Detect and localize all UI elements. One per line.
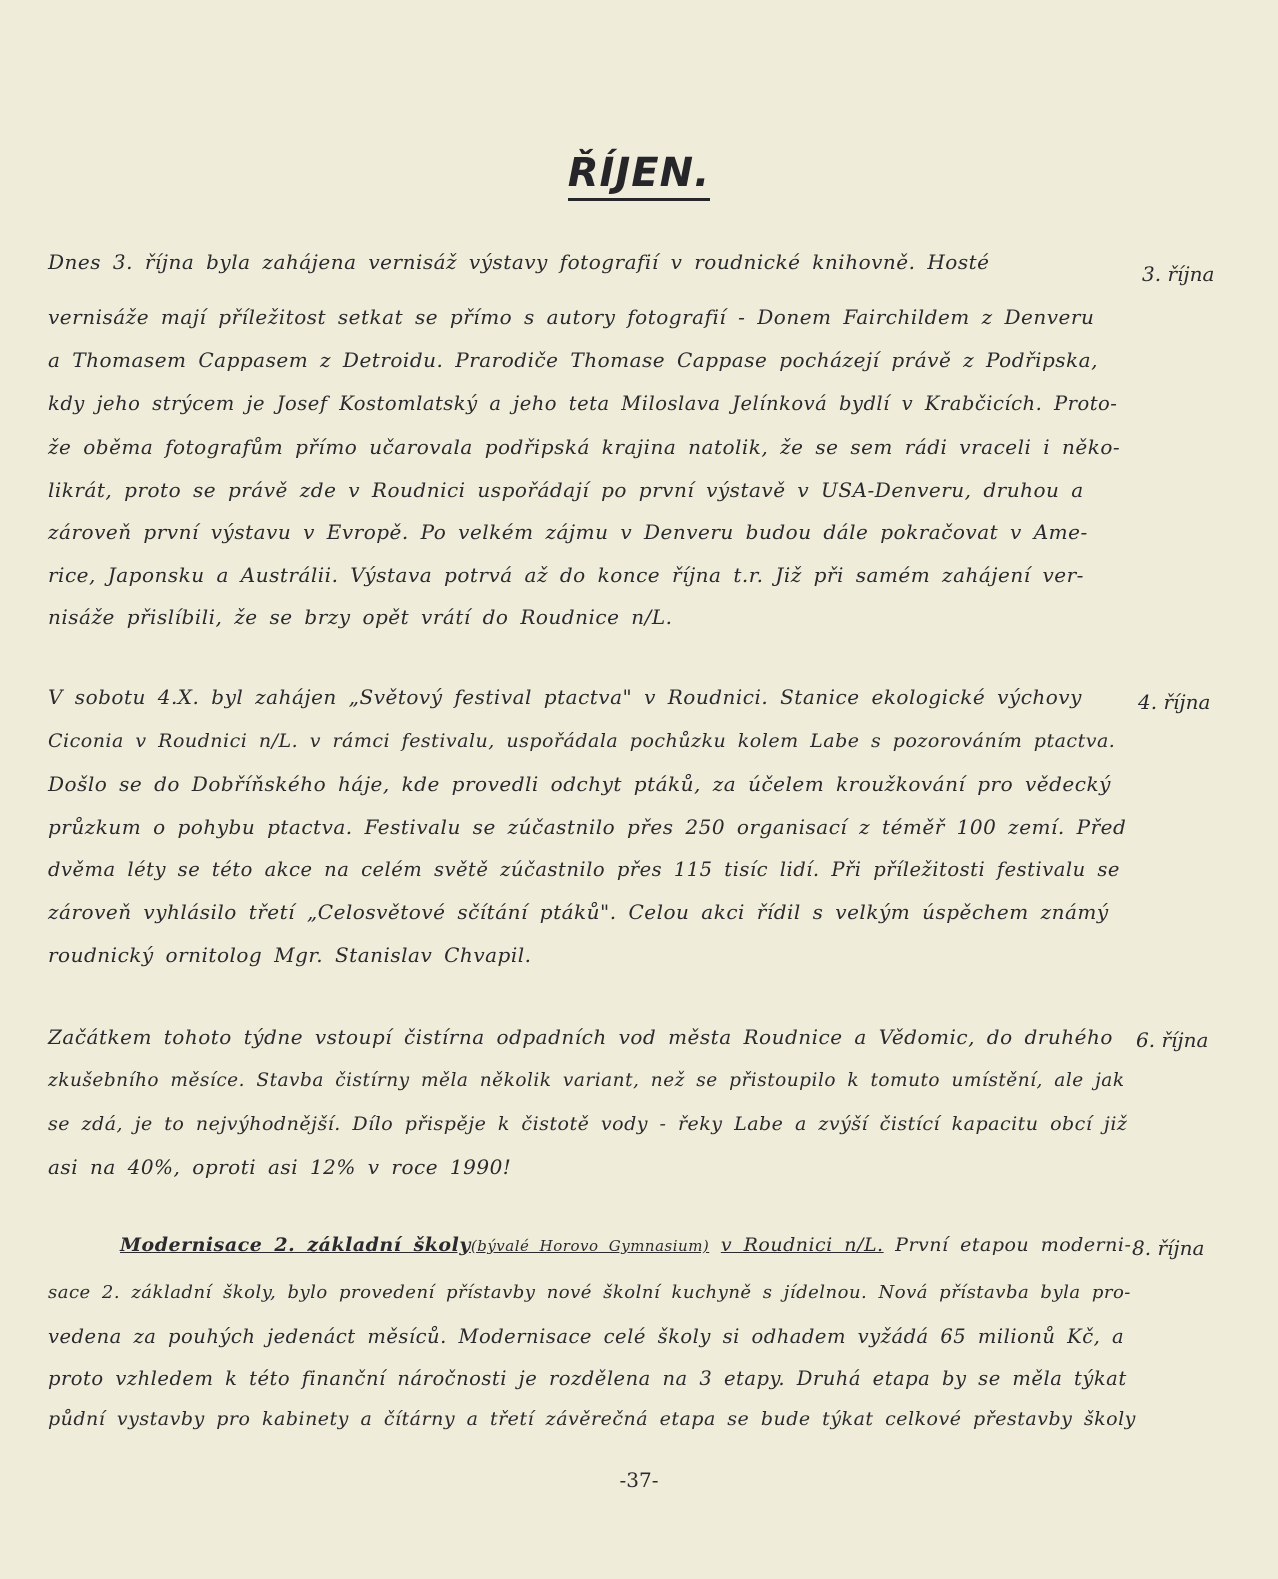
- entry-4-line: sace 2. základní školy, bylo provedení přístavby nové školní kuchyně s jídelnou. Nová přístavba byla pro-: [48, 1282, 1131, 1303]
- entry-4-heading-small: (bývalé Horovo Gymnasium): [470, 1237, 710, 1255]
- entry-1-line: nisáže přislíbili, že se brzy opět vrátí do Roudnice n/L.: [48, 605, 673, 629]
- entry-2-line: průzkum o pohybu ptactva. Festivalu se zúčastnilo přes 250 organisací z téměř 100 zemí. Před: [48, 815, 1127, 839]
- margin-date-2: 4. října: [1138, 690, 1211, 714]
- margin-date-3: 6. října: [1136, 1028, 1209, 1052]
- entry-2-line: zároveň vyhlásilo třetí „Celosvětové sčítání ptáků". Celou akci řídil s velkým úspěchem známý: [48, 900, 1109, 924]
- entry-4-line: proto vzhledem k této finanční náročnosti je rozdělena na 3 etapy. Druhá etapa by se měla týkat: [48, 1367, 1127, 1390]
- entry-2-line: V sobotu 4.X. byl zahájen „Světový festival ptactva" v Roudnici. Stanice ekologické výchovy: [48, 685, 1082, 709]
- entry-4-heading-line: [120, 1234, 1131, 1256]
- entry-1-line: že oběma fotografům přímo učarovala podřipská krajina natolik, že se sem rádi vraceli i něko-: [48, 435, 1121, 459]
- entry-3-line: Začátkem tohoto týdne vstoupí čistírna odpadních vod města Roudnice a Vědomic, do druhého: [48, 1025, 1113, 1049]
- margin-date-1: 3. října: [1142, 262, 1215, 286]
- entry-1-line: Dnes 3. října byla zahájena vernisáž výstavy fotografií v roudnické knihovně. Hosté: [48, 250, 990, 274]
- entry-3-line: zkušebního měsíce. Stavba čistírny měla několik variant, než se přistoupilo k tomuto umístění, ale jak: [48, 1070, 1125, 1091]
- entry-4-line: půdní vystavby pro kabinety a čítárny a třetí závěrečná etapa se bude týkat celkové přestavby školy: [48, 1408, 1136, 1430]
- entry-4-line: vedena za pouhých jedenáct měsíců. Modernisace celé školy si odhadem vyžádá 65 milionů Kč, a: [48, 1325, 1125, 1348]
- entry-4-first-line-rest: První etapou moderni-: [895, 1234, 1132, 1256]
- entry-1-line: vernisáže mají příležitost setkat se přímo s autory fotografií - Donem Fairchildem z Denveru: [48, 305, 1095, 329]
- page-title: ŘÍJEN.: [0, 150, 1278, 196]
- entry-1-line: a Thomasem Cappasem z Detroidu. Prarodiče Thomase Cappase pocházejí právě z Podřipska,: [48, 348, 1098, 372]
- page-number: -37-: [619, 1468, 659, 1492]
- entry-3-line: se zdá, je to nejvýhodnější. Dílo přispěje k čistotě vody - řeky Labe a zvýší čistící kapacitu obcí již: [48, 1113, 1128, 1135]
- entry-1-line: kdy jeho strýcem je Josef Kostomlatský a jeho teta Miloslava Jelínková bydlí v Krabčicích. Proto-: [48, 392, 1118, 415]
- entry-2-line: roudnický ornitolog Mgr. Stanislav Chvapil.: [48, 943, 532, 967]
- entry-1-line: zároveň první výstavu v Evropě. Po velkém zájmu v Denveru budou dále pokračovat v Ame-: [48, 520, 1088, 544]
- entry-1-line: rice, Japonsku a Austrálii. Výstava potrvá až do konce října t.r. Již při samém zahájení ver-: [48, 563, 1084, 587]
- entry-4-heading: Modernisace 2. základní školy: [120, 1234, 471, 1256]
- entry-4-heading-tail: v Roudnici n/L.: [720, 1234, 884, 1256]
- margin-date-4: 8. října: [1132, 1236, 1205, 1260]
- entry-3-line: asi na 40%, oproti asi 12% v roce 1990!: [48, 1155, 512, 1179]
- entry-2-line: Ciconia v Roudnici n/L. v rámci festivalu, uspořádala pochůzku kolem Labe s pozorováním ptactva.: [48, 730, 1116, 752]
- entry-1-line: likrát, proto se právě zde v Roudnici uspořádají po první výstavě v USA-Denveru, druhou a: [48, 478, 1084, 502]
- entry-2-line: dvěma léty se této akce na celém světě zúčastnilo přes 115 tisíc lidí. Při příležitosti festivalu se: [48, 858, 1120, 881]
- entry-2-line: Došlo se do Dobříňského háje, kde provedli odchyt ptáků, za účelem kroužkování pro vědecký: [48, 772, 1111, 796]
